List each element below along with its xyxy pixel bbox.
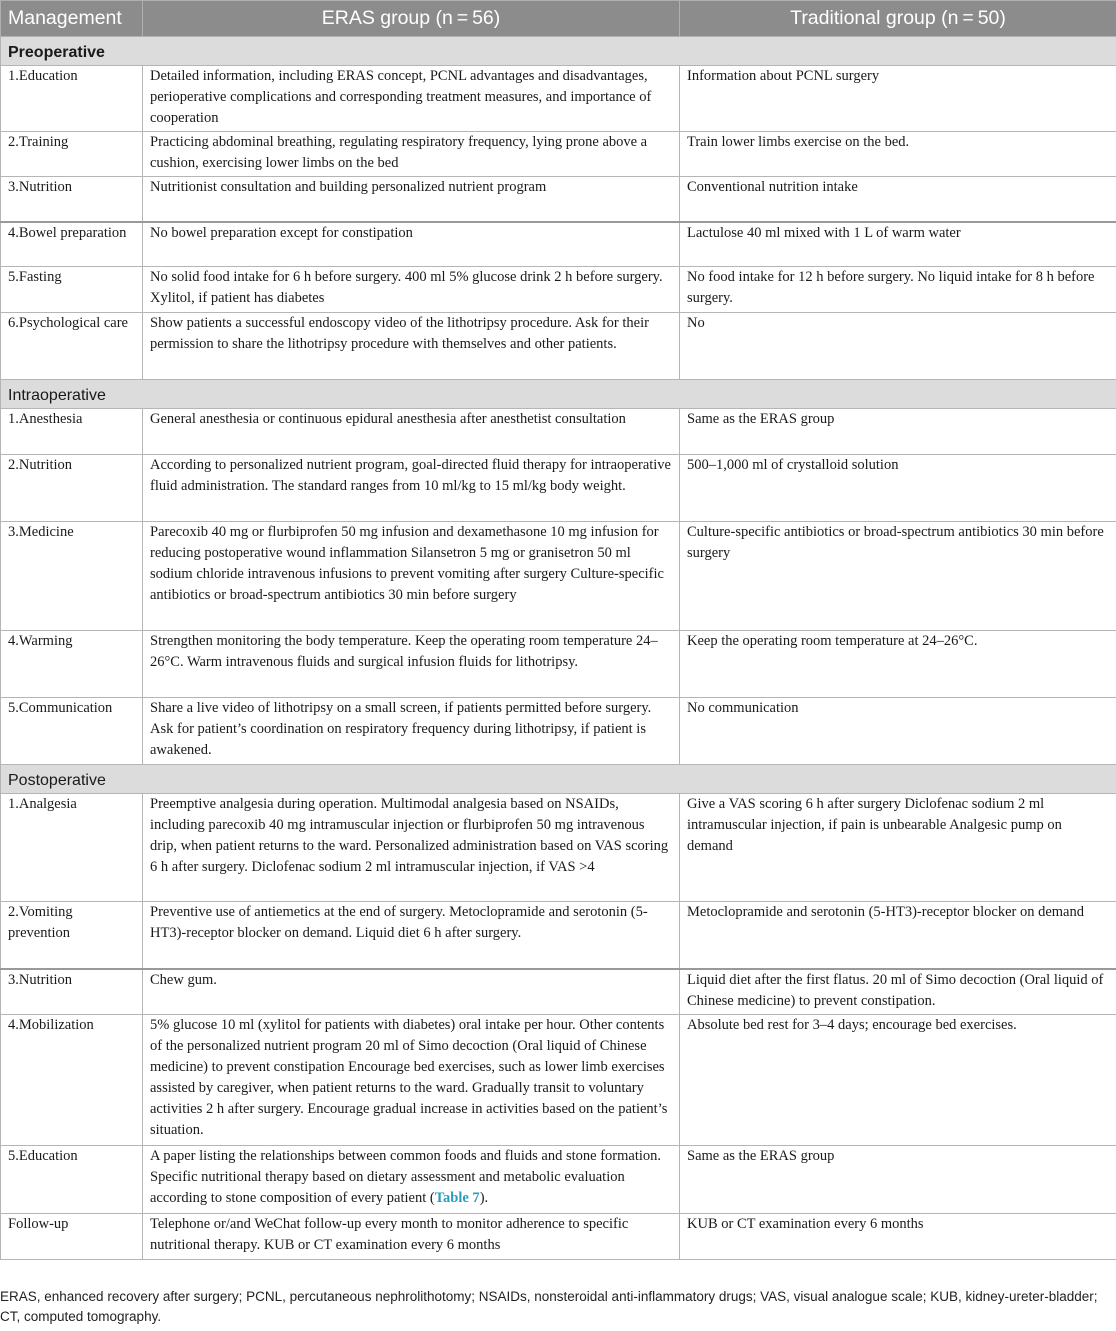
- traditional-cell: Metoclopramide and serotonin (5-HT3)-receptor blocker on demand: [680, 902, 1116, 969]
- row-label: 4.Bowel preparation: [1, 222, 143, 267]
- header-eras-group: ERAS group (n = 56): [143, 1, 680, 37]
- eras-cell: Strengthen monitoring the body temperature. Keep the operating room temperature 24–26°C. Warm intravenous fluids and surgical infusion fluids for lithotripsy.: [143, 631, 680, 698]
- table-row: [1, 1146, 1116, 1214]
- header-management: Management: [1, 1, 143, 37]
- section-title: Postoperative: [1, 765, 1116, 794]
- row-label: 2.Training: [1, 132, 143, 177]
- traditional-cell: Same as the ERAS group: [680, 409, 1116, 455]
- table-row: [1, 313, 1116, 380]
- traditional-cell: Culture-specific antibiotics or broad-spectrum antibiotics 30 min before surgery: [680, 522, 1116, 631]
- eras-cell: General anesthesia or continuous epidural anesthesia after anesthetist consultation: [143, 409, 680, 455]
- eras-text: ).: [479, 1190, 489, 1206]
- table-row: [1, 794, 1116, 902]
- table-7-link[interactable]: Table 7: [434, 1190, 480, 1206]
- table-row: [1, 455, 1116, 522]
- table-row: [1, 969, 1116, 1015]
- row-label: 5.Fasting: [1, 267, 143, 313]
- table-row: [1, 698, 1116, 765]
- row-label: 2.Nutrition: [1, 455, 143, 522]
- table-row: [1, 132, 1116, 177]
- eras-cell: According to personalized nutrient program, goal-directed fluid therapy for intraoperative fluid administration. The standard ranges from 10 ml/kg to 15 ml/kg body weight.: [143, 455, 680, 522]
- row-label: 5.Communication: [1, 698, 143, 765]
- section-row-intraoperative: [1, 380, 1116, 409]
- section-row-preoperative: [1, 37, 1116, 66]
- eras-cell: Preemptive analgesia during operation. Multimodal analgesia based on NSAIDs, including parecoxib 40 mg intramuscular injection or flurbiprofen 50 mg intravenous drip, when patient returns to the ward. Personalized administration based on VAS scoring 6 h after surgery. Diclofenac sodium 2 ml intramuscular injection, if VAS >4: [143, 794, 680, 902]
- row-label: 3.Nutrition: [1, 177, 143, 222]
- table-row: [1, 1015, 1116, 1146]
- table-footnote: ERAS, enhanced recovery after surgery; PCNL, percutaneous nephrolithotomy; NSAIDs, nonsteroidal anti-inflammatory drugs; VAS, visual analogue scale; KUB, kidney-ureter-bladder; CT, computed tomography.: [0, 1289, 1098, 1324]
- eras-cell: Telephone or/and WeChat follow-up every month to monitor adherence to specific nutritional therapy. KUB or CT examination every 6 months: [143, 1214, 680, 1260]
- row-label: 6.Psychological care: [1, 313, 143, 380]
- table-row: [1, 222, 1116, 267]
- row-label: 4.Warming: [1, 631, 143, 698]
- eras-cell: Chew gum.: [143, 969, 680, 1015]
- section-title: Preoperative: [1, 37, 1116, 66]
- table-row: [1, 902, 1116, 969]
- traditional-cell: No food intake for 12 h before surgery. No liquid intake for 8 h before surgery.: [680, 267, 1116, 313]
- traditional-cell: No communication: [680, 698, 1116, 765]
- eras-cell: Preventive use of antiemetics at the end of surgery. Metoclopramide and serotonin (5-HT3)-receptor blocker on demand. Liquid diet 6 h after surgery.: [143, 902, 680, 969]
- traditional-cell: Information about PCNL surgery: [680, 66, 1116, 132]
- eras-cell: Parecoxib 40 mg or flurbiprofen 50 mg infusion and dexamethasone 10 mg infusion for reducing postoperative wound inflammation Silansetron 5 mg or granisetron 50 ml sodium chloride intravenous infusions to prevent vomiting after surgery Culture-specific antibiotics or broad-spectrum antibiotics 30 min before surgery: [143, 522, 680, 631]
- table-row: [1, 409, 1116, 455]
- traditional-cell: 500–1,000 ml of crystalloid solution: [680, 455, 1116, 522]
- eras-cell: Detailed information, including ERAS concept, PCNL advantages and disadvantages, perioperative complications and corresponding treatment measures, and importance of cooperation: [143, 66, 680, 132]
- traditional-cell: KUB or CT examination every 6 months: [680, 1214, 1116, 1260]
- eras-cell: No bowel preparation except for constipation: [143, 222, 680, 267]
- row-label: 1.Analgesia: [1, 794, 143, 902]
- header-row: [1, 1, 1116, 37]
- traditional-cell: Conventional nutrition intake: [680, 177, 1116, 222]
- eras-cell: Practicing abdominal breathing, regulating respiratory frequency, lying prone above a cushion, exercising lower limbs on the bed: [143, 132, 680, 177]
- eras-cell: Nutritionist consultation and building personalized nutrient program: [143, 177, 680, 222]
- table-row: [1, 631, 1116, 698]
- traditional-cell: Keep the operating room temperature at 24–26°C.: [680, 631, 1116, 698]
- traditional-cell: Liquid diet after the first flatus. 20 ml of Simo decoction (Oral liquid of Chinese medicine) to prevent constipation.: [680, 969, 1116, 1015]
- traditional-cell: Same as the ERAS group: [680, 1146, 1116, 1214]
- traditional-cell: Lactulose 40 ml mixed with 1 L of warm water: [680, 222, 1116, 267]
- eras-cell: 5% glucose 10 ml (xylitol for patients with diabetes) oral intake per hour. Other contents of the personalized nutrient program 20 ml of Simo decoction (Oral liquid of Chinese medicine) to prevent constipation Encourage bed exercises, such as lower limb exercises assisted by caregiver, when patient returns to the ward. Gradually transit to voluntary activities 2 h after surgery. Encourage gradual increase in activities based on the patient’s situation.: [143, 1015, 680, 1146]
- row-label: 2.Vomiting prevention: [1, 902, 143, 969]
- eras-cell: Share a live video of lithotripsy on a small screen, if patients permitted before surgery. Ask for patient’s coordination on respiratory frequency during lithotripsy, if patient is awakened.: [143, 698, 680, 765]
- table-row: [1, 177, 1116, 222]
- traditional-cell: No: [680, 313, 1116, 380]
- table-row: [1, 1214, 1116, 1260]
- section-title: Intraoperative: [1, 380, 1116, 409]
- eras-text: A paper listing the relationships between common foods and fluids and stone formation. Specific nutritional therapy based on dietary assessment and metabolic evaluation according to stone composition of every patient (: [150, 1148, 662, 1206]
- table-row: [1, 66, 1116, 132]
- eras-cell: [143, 1146, 680, 1214]
- table-row: [1, 267, 1116, 313]
- traditional-cell: Absolute bed rest for 3–4 days; encourage bed exercises.: [680, 1015, 1116, 1146]
- section-row-postoperative: [1, 765, 1116, 794]
- header-traditional-group: Traditional group (n = 50): [680, 1, 1116, 37]
- eras-cell: Show patients a successful endoscopy video of the lithotripsy procedure. Ask for their permission to share the lithotripsy procedure with themselves and other patients.: [143, 313, 680, 380]
- row-label: Follow-up: [1, 1214, 143, 1260]
- row-label: 5.Education: [1, 1146, 143, 1214]
- traditional-cell: Give a VAS scoring 6 h after surgery Diclofenac sodium 2 ml intramuscular injection, if pain is unbearable Analgesic pump on demand: [680, 794, 1116, 902]
- row-label: 3.Medicine: [1, 522, 143, 631]
- table-row: [1, 522, 1116, 631]
- row-label: 3.Nutrition: [1, 969, 143, 1015]
- row-label: 1.Anesthesia: [1, 409, 143, 455]
- row-label: 1.Education: [1, 66, 143, 132]
- eras-cell: No solid food intake for 6 h before surgery. 400 ml 5% glucose drink 2 h before surgery. Xylitol, if patient has diabetes: [143, 267, 680, 313]
- row-label: 4.Mobilization: [1, 1015, 143, 1146]
- traditional-cell: Train lower limbs exercise on the bed.: [680, 132, 1116, 177]
